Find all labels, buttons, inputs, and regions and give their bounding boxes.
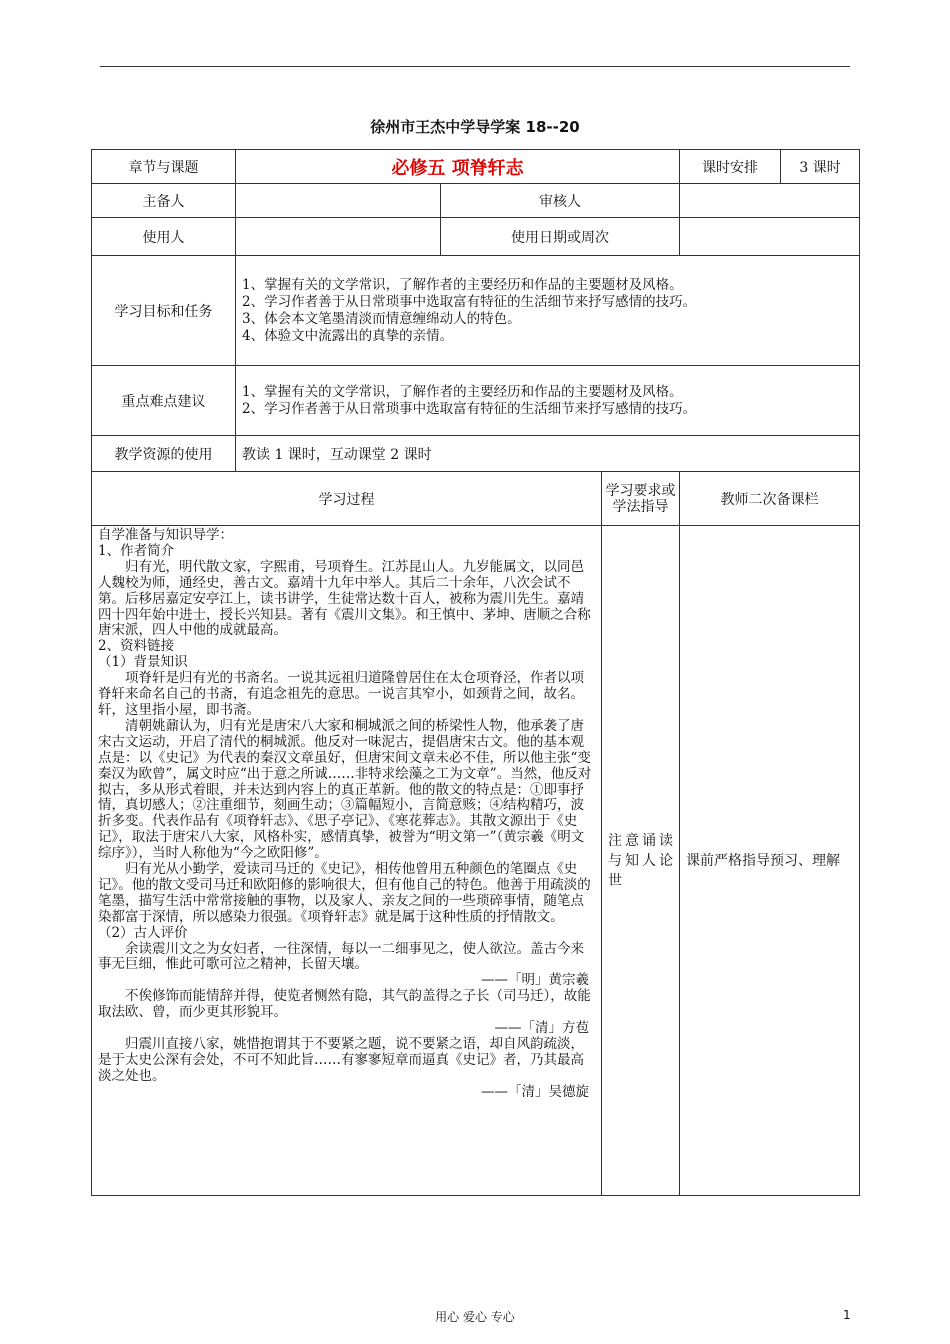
content-paragraph: （2）古人评价 — [98, 924, 188, 941]
key-label: 重点难点建议 — [92, 366, 236, 436]
quote-paragraph: 不俟修饰而能情辞并得，使览者恻然有隐，其气韵盖得之子长（司马迁），故能取法欧、曾，而少更其形貌耳。 — [98, 988, 591, 1021]
row-goals — [92, 256, 860, 366]
content-paragraph: 归有光，明代散文家，字熙甫，号项脊生。江苏昆山人。九岁能属文，以同邑人魏校为师，通经史，善古文。嘉靖十九年中举人。其后二十余年，八次会试不第。后移居嘉定安亭江上，读书讲学，生徒常达数十百人，被称为震川先生。嘉靖四十四年始中进士，授长兴知县。著有《震川文集》。和王慎中、茅坤、唐顺之合称唐宋派，四人中他的成就最高。 — [98, 558, 591, 639]
teacher-header: 教师二次备课栏 — [680, 472, 860, 526]
row-author — [92, 184, 860, 218]
content-paragraph: 归有光从小勤学，爱读司马迁的《史记》，相传他曾用五种颜色的笔圈点《史记》。他的散文受司马迁和欧阳修的影响很大，但有他自己的特色。他善于用疏淡的笔墨，描写生活中常常接触的事物，以及家人、亲友之间的一些琐碎事情，随笔点染都富于深情，所以感染力很强。《项脊轩志》就是属于这种性质的抒情散文。 — [98, 861, 591, 925]
reviewer-label: 审核人 — [441, 184, 680, 218]
date-label: 使用日期或周次 — [441, 218, 680, 256]
row-key-points — [92, 366, 860, 436]
row-user — [92, 218, 860, 256]
process-content — [92, 526, 602, 1196]
quote-paragraph: 余读震川文之为女妇者，一往深情，每以一二细事见之，使人欲泣。盖古今来事无巨细，惟此可歌可泣之精神，长留天壤。 — [98, 940, 584, 973]
process-header: 学习过程 — [92, 472, 602, 526]
author-value — [236, 184, 441, 218]
key-item: 2、学习作者善于从日常琐事中选取富有特征的生活细节来抒写感情的技巧。 — [242, 400, 697, 417]
topic-value: 必修五 项脊轩志 — [236, 150, 680, 184]
goals-list — [236, 256, 860, 366]
lesson-plan-grid — [91, 149, 860, 1196]
reviewer-value — [680, 184, 860, 218]
content-paragraph: 自学准备与知识导学： — [98, 527, 233, 543]
row-resources — [92, 436, 860, 472]
content-paragraph: 2、资料链接 — [98, 638, 175, 655]
hours-label: 课时安排 — [680, 150, 781, 184]
content-paragraph: 1、作者简介 — [98, 542, 175, 559]
content-paragraph: 清朝姚鼐认为，归有光是唐宋八大家和桐城派之间的桥梁性人物，他承袭了唐宋古文运动，开启了清代的桐城派。他反对一味泥古，提倡唐宋古文。他的基本观点是：以《史记》为代表的秦汉文章虽好，但唐宋间文章未必不佳，所以他主张“变秦汉为欧曾”，属文时应“出于意之所诚……非特求绘藻之工为文章”。当然，他反对拟古，多从形式着眼，并未达到内容上的真正革新。他的散文的特点是：①即事抒情，真切感人；②注重细节，刻画生动；③篇幅短小，言简意赅；④结构精巧，波折多变。代表作品有《项脊轩志》、《思子亭记》、《寒花葬志》。其散文源出于《史记》，取法于唐宋八大家，风格朴实，感情真挚，被誉为“明文第一”（黄宗羲《明文综序》），当时人称他为“今之欧阳修”。 — [98, 717, 592, 862]
quote-attribution: ——「清」方苞 — [494, 1020, 589, 1037]
page-number: 1 — [843, 1308, 851, 1322]
content-paragraph: 项脊轩是归有光的书斋名。一说其远祖归道隆曾居住在太仓项脊泾，作者以项脊轩来命名自己的书斋，有追念祖先的意思。一说言其窄小，如颈背之间，故名。轩，这里指小屋，即书斋。 — [98, 670, 584, 718]
topic-label: 章节与课题 — [92, 150, 236, 184]
goal-item: 3、体会本文笔墨清淡而情意缠绵动人的特色。 — [242, 310, 521, 327]
user-label: 使用人 — [92, 218, 236, 256]
footer-motto: 用心 爱心 专心 — [435, 1310, 515, 1324]
goals-label: 学习目标和任务 — [92, 256, 236, 366]
quote-paragraph: 归震川直接八家，姚惜抱谓其于不要紧之题，说不要紧之语，却自风韵疏淡，是于太史公深有会处，不可不知此旨……有寥寥短章而逼真《史记》者，乃其最高淡之处也。 — [98, 1036, 584, 1084]
guide-content: 注意诵读与知人论世 — [602, 526, 680, 1196]
goal-item: 1、掌握有关的文学常识，了解作者的主要经历和作品的主要题材及风格。 — [242, 276, 683, 293]
user-value — [236, 218, 441, 256]
teacher-content: 课前严格指导预习、理解 — [680, 526, 860, 1196]
row-topic — [92, 150, 860, 184]
goal-item: 4、体验文中流露出的真挚的亲情。 — [242, 327, 454, 344]
row-content — [92, 526, 860, 1196]
key-list — [236, 366, 860, 436]
goal-item: 2、学习作者善于从日常琐事中选取富有特征的生活细节来抒写感情的技巧。 — [242, 293, 697, 310]
hours-value: 3 课时 — [781, 150, 860, 184]
author-label: 主备人 — [92, 184, 236, 218]
row-headers — [92, 472, 860, 526]
resources-value: 教读 1 课时，互动课堂 2 课时 — [236, 436, 860, 472]
content-paragraph: （1）背景知识 — [98, 654, 188, 671]
quote-attribution: ——「清」吴德旋 — [481, 1083, 589, 1100]
date-value — [680, 218, 860, 256]
header-rule — [100, 66, 850, 67]
resources-label: 教学资源的使用 — [92, 436, 236, 472]
key-item: 1、掌握有关的文学常识，了解作者的主要经历和作品的主要题材及风格。 — [242, 383, 683, 400]
page-title: 徐州市王杰中学导学案 18--20 — [370, 118, 580, 136]
guide-header: 学习要求或学法指导 — [602, 472, 680, 526]
quote-attribution: ——「明」黄宗羲 — [481, 972, 589, 989]
